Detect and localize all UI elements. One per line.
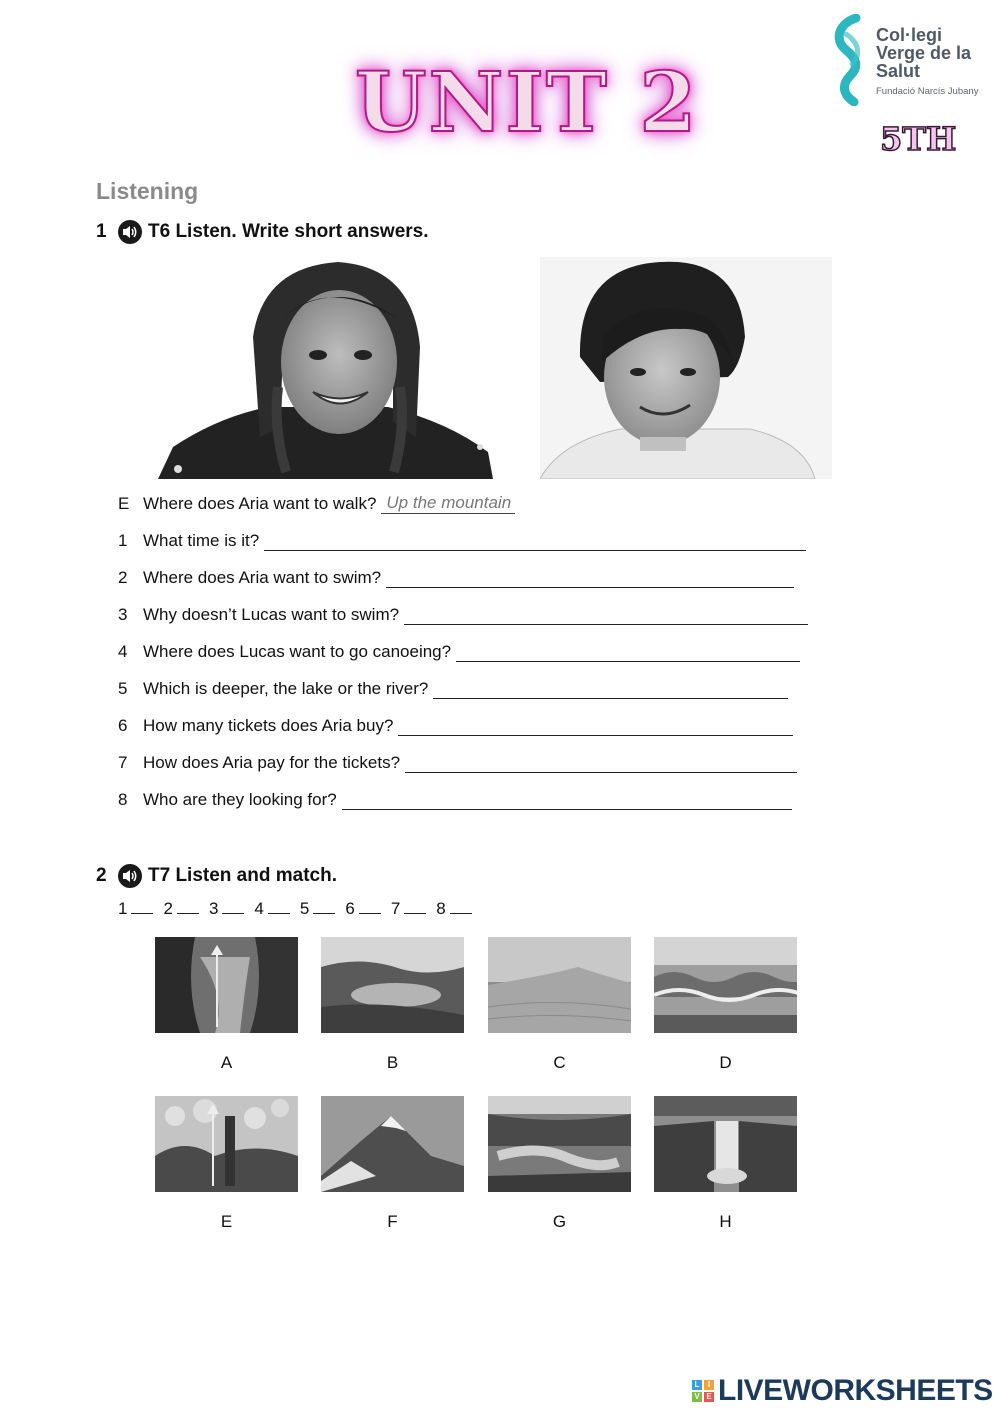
question-id: 2 [118,568,128,587]
question-id: 5 [118,679,128,698]
school-foundation: Fundació Narcís Jubany [876,86,979,97]
exercise-2-heading [96,862,337,890]
answer-field[interactable] [404,605,808,625]
liveworksheets-brand-text: LIVEWORKSHEETS [718,1374,993,1407]
question-text: Where does Aria want to walk? [143,494,377,513]
sea-waves-photo [654,937,797,1033]
question-id: E [118,494,130,513]
question-row [118,710,793,736]
match-answer-row [118,898,482,919]
match-blank-field[interactable] [404,898,426,914]
match-blank-field[interactable] [313,898,335,914]
mountain-peak-photo [321,1096,464,1192]
question-row [118,562,794,588]
question-row [118,784,792,810]
match-slot: 5 [300,898,335,919]
desert-dunes-photo [488,937,631,1033]
speaker-icon[interactable] [118,864,142,888]
question-text: Where does Aria want to swim? [143,568,382,587]
question-id: 8 [118,790,128,809]
match-slot: 4 [254,898,289,919]
picture-label: G [552,1212,567,1231]
match-blank-field[interactable] [131,898,153,914]
question-id: 4 [118,642,128,661]
school-logo [828,14,993,109]
waterfall-cave-photo [155,937,298,1033]
liveworksheets-logo [692,1374,993,1408]
liveworksheets-logo-mark: L I V E [692,1380,714,1402]
question-text: Where does Lucas want to go canoeing? [143,642,452,661]
question-text: Which is deeper, the lake or the river? [143,679,429,698]
answer-field[interactable] [456,642,800,662]
question-id: 6 [118,716,128,735]
picture-label: H [719,1212,732,1231]
grade-badge: 5TH [880,120,957,158]
picture-label: D [719,1053,732,1072]
question-row [118,599,808,625]
answer-field[interactable] [405,753,797,773]
question-row [118,673,788,699]
question-text: How does Aria pay for the tickets? [143,753,401,772]
question-text: Why doesn’t Lucas want to swim? [143,605,400,624]
answer-field[interactable] [433,679,788,699]
school-name: Col·legi Verge de la Salut [876,25,972,81]
match-slot: 2 [163,898,198,919]
match-blank-field[interactable] [177,898,199,914]
picture-label: F [387,1212,398,1231]
match-slot: 8 [436,898,471,919]
unit-title: UNIT 2 [355,55,699,151]
waterfall-photo [654,1096,797,1192]
exercise-instruction: T6 Listen. Write short answers. [148,221,429,242]
example-answer: Up the mountain [381,493,515,514]
example-question-row [118,488,515,514]
speaker-icon[interactable] [118,220,142,244]
match-slot: 1 [118,898,153,919]
exercise-number: 1 [96,221,107,242]
question-id: 3 [118,605,128,624]
exercise-number: 2 [96,865,107,886]
answer-field[interactable] [386,568,794,588]
river-valley-photo [488,1096,631,1192]
match-blank-field[interactable] [450,898,472,914]
exercise-1-heading [96,218,429,246]
picture-label: C [553,1053,566,1072]
school-logo-mark [828,14,872,106]
answer-field[interactable] [398,716,793,736]
match-slot: 7 [391,898,426,919]
exercise-instruction: T7 Listen and match. [148,865,337,886]
lake-photo [321,937,464,1033]
boy-portrait-photo [540,257,832,479]
question-row [118,636,800,662]
match-slot: 3 [209,898,244,919]
question-id: 7 [118,753,128,772]
picture-label: B [386,1053,399,1072]
tall-tree-photo [155,1096,298,1192]
match-slot: 6 [345,898,380,919]
answer-field[interactable] [342,790,792,810]
picture-label: E [220,1212,233,1231]
picture-label: A [220,1053,233,1072]
question-row [118,525,806,551]
section-heading: Listening [96,178,199,204]
girl-portrait-photo [158,257,493,479]
question-text: How many tickets does Aria buy? [143,716,394,735]
answer-field[interactable] [264,531,806,551]
question-text: What time is it? [143,531,260,550]
match-blank-field[interactable] [359,898,381,914]
question-row [118,747,797,773]
match-blank-field[interactable] [222,898,244,914]
question-text: Who are they looking for? [143,790,337,809]
question-id: 1 [118,531,128,550]
match-blank-field[interactable] [268,898,290,914]
